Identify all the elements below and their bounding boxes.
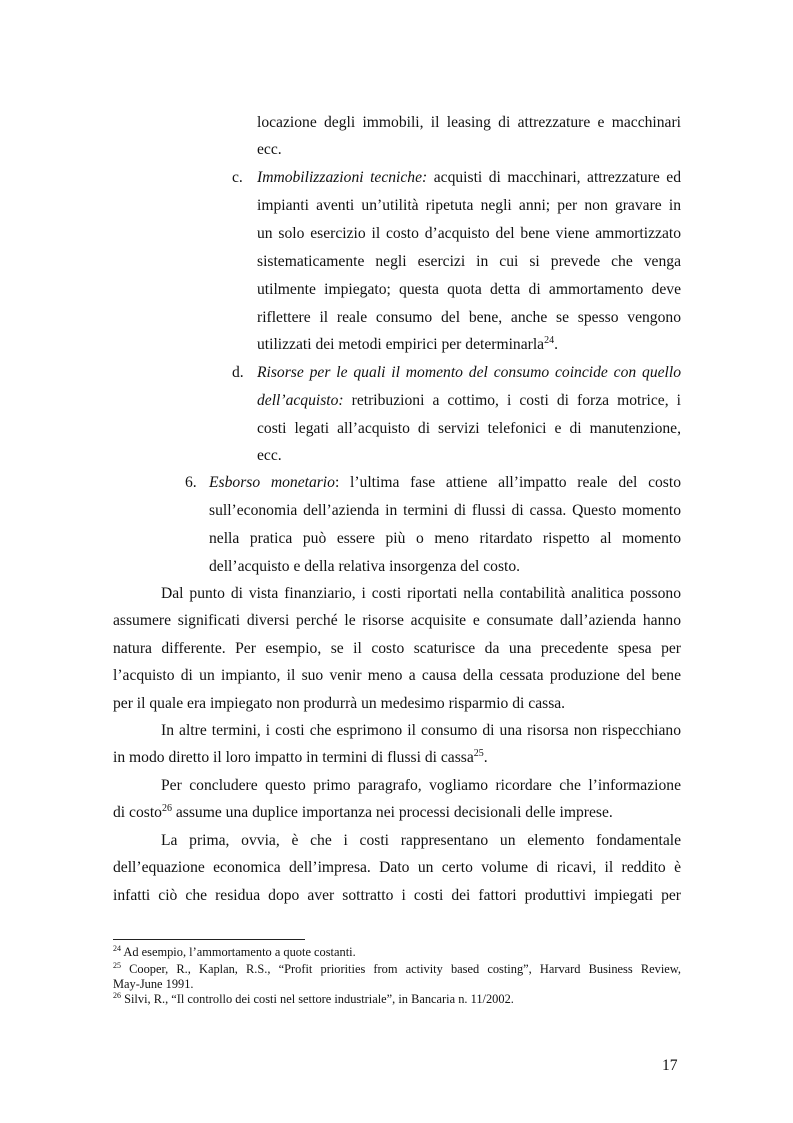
item-c-text: acquisti di macchinari, attrezzature ed xyxy=(427,169,681,186)
item-6-line: dell’acquisto e della relativa insorgenza del costo. xyxy=(209,558,521,575)
footnote-text: Ad esempio, l’ammortamento a quote costanti. xyxy=(121,945,356,959)
item-c-line: un solo esercizio il costo d’acquisto del bene viene ammortizzato xyxy=(257,225,681,242)
footnote-text: Silvi, R., “Il controllo dei costi nel settore industriale”, in Bancaria n. 11/2002. xyxy=(121,992,514,1006)
item-c-line: sistematicamente negli esercizi in cui si prevede che venga xyxy=(257,253,681,270)
page-number: 17 xyxy=(662,1057,678,1074)
paragraph-line: La prima, ovvia, è che i costi rappresentano un elemento fondamentale xyxy=(161,832,681,849)
item-c-line: impianti aventi un’utilità ripetuta negli anni; per non gravare in xyxy=(257,197,681,214)
paragraph-line: per il quale era impiegato non produrrà un medesimo risparmio di cassa. xyxy=(113,695,566,712)
footnote-ref-25[interactable]: 25 xyxy=(473,748,484,759)
paragraph-text: in modo diretto il loro impatto in termini di flussi di cassa xyxy=(113,749,474,766)
list-marker-c: c. xyxy=(232,169,243,186)
footnote-ref-24[interactable]: 24 xyxy=(544,335,555,346)
paragraph-line xyxy=(113,748,488,768)
paragraph-line: infatti ciò che residua dopo aver sottratto i costi dei fattori produttivi impiegati per xyxy=(113,887,681,904)
footnote-number: 24 xyxy=(113,944,121,953)
item-6-line xyxy=(209,473,681,493)
item-c-line: riflettere il reale consumo del bene, anche se spesso vengono xyxy=(257,309,681,326)
paragraph-line: In altre termini, i costi che esprimono il consumo di una risorsa non rispecchiano xyxy=(161,722,681,739)
footnote-ref-26[interactable]: 26 xyxy=(161,803,172,814)
item-b-line: ecc. xyxy=(257,141,282,158)
paragraph-line: assumere significati diversi perché le risorse acquisite e consumate dall’azienda hanno xyxy=(113,612,681,629)
list-marker-d: d. xyxy=(232,364,244,381)
list-marker-6: 6. xyxy=(185,474,197,491)
paragraph-text: . xyxy=(483,749,488,766)
paragraph-line: Per concludere questo primo paragrafo, vogliamo ricordare che l’informazione xyxy=(161,777,681,794)
item-c-line xyxy=(257,168,681,188)
footnote-divider xyxy=(113,939,305,940)
footnote-24 xyxy=(113,946,356,960)
item-6-text: : l’ultima fase attiene all’impatto reale del costo xyxy=(334,474,681,491)
item-d-text: retribuzioni a cottimo, i costi di forza motrice, i xyxy=(343,392,681,409)
item-6-line: sull’economia dell’azienda in termini di flussi di cassa. Questo momento xyxy=(209,502,681,519)
item-d-line: costi legati all’acquisto di servizi telefonici e di manutenzione, xyxy=(257,420,681,437)
footnote-26 xyxy=(113,993,514,1007)
paragraph-text: assume una duplice importanza nei processi decisionali delle imprese. xyxy=(171,804,613,821)
paragraph-text: di costo xyxy=(113,804,162,821)
paragraph-line: Dal punto di vista finanziario, i costi riportati nella contabilità analitica possono xyxy=(161,585,681,602)
paragraph-line: l’acquisto di un impianto, il suo venir meno a causa della cessata produzione del bene xyxy=(113,667,681,684)
item-c-text: . xyxy=(554,336,558,353)
footnote-number: 26 xyxy=(113,991,121,1000)
item-d-title: Risorse per le quali il momento del consumo coincide con quello xyxy=(257,364,681,381)
item-c-line xyxy=(257,335,558,355)
item-d-line: ecc. xyxy=(257,447,282,464)
item-6-title: Esborso monetario xyxy=(209,474,335,491)
item-6-line: nella pratica può essere più o meno ritardato rispetto al momento xyxy=(209,530,681,547)
item-c-line: utilmente impiegato; questa quota detta di ammortamento deve xyxy=(257,281,681,298)
item-d-title: dell’acquisto: xyxy=(257,392,344,409)
footnote-25 xyxy=(113,963,681,977)
item-b-line: locazione degli immobili, il leasing di attrezzature e macchinari xyxy=(257,114,681,131)
footnote-number: 25 xyxy=(113,961,121,970)
item-c-text: utilizzati dei metodi empirici per determinarla xyxy=(257,336,545,353)
footnote-text: Cooper, R., Kaplan, R.S., “Profit priorities from activity based costing”, Harvard Business Review, xyxy=(121,962,681,976)
item-d-line xyxy=(257,391,681,411)
item-c-title: Immobilizzazioni tecniche: xyxy=(257,169,428,186)
footnote-25-cont: May-June 1991. xyxy=(113,977,194,991)
paragraph-line: natura differente. Per esempio, se il costo scaturisce da una precedente spesa per xyxy=(113,640,681,657)
paragraph-line xyxy=(113,803,613,823)
paragraph-line: dell’equazione economica dell’impresa. Dato un certo volume di ricavi, il reddito è xyxy=(113,859,681,876)
